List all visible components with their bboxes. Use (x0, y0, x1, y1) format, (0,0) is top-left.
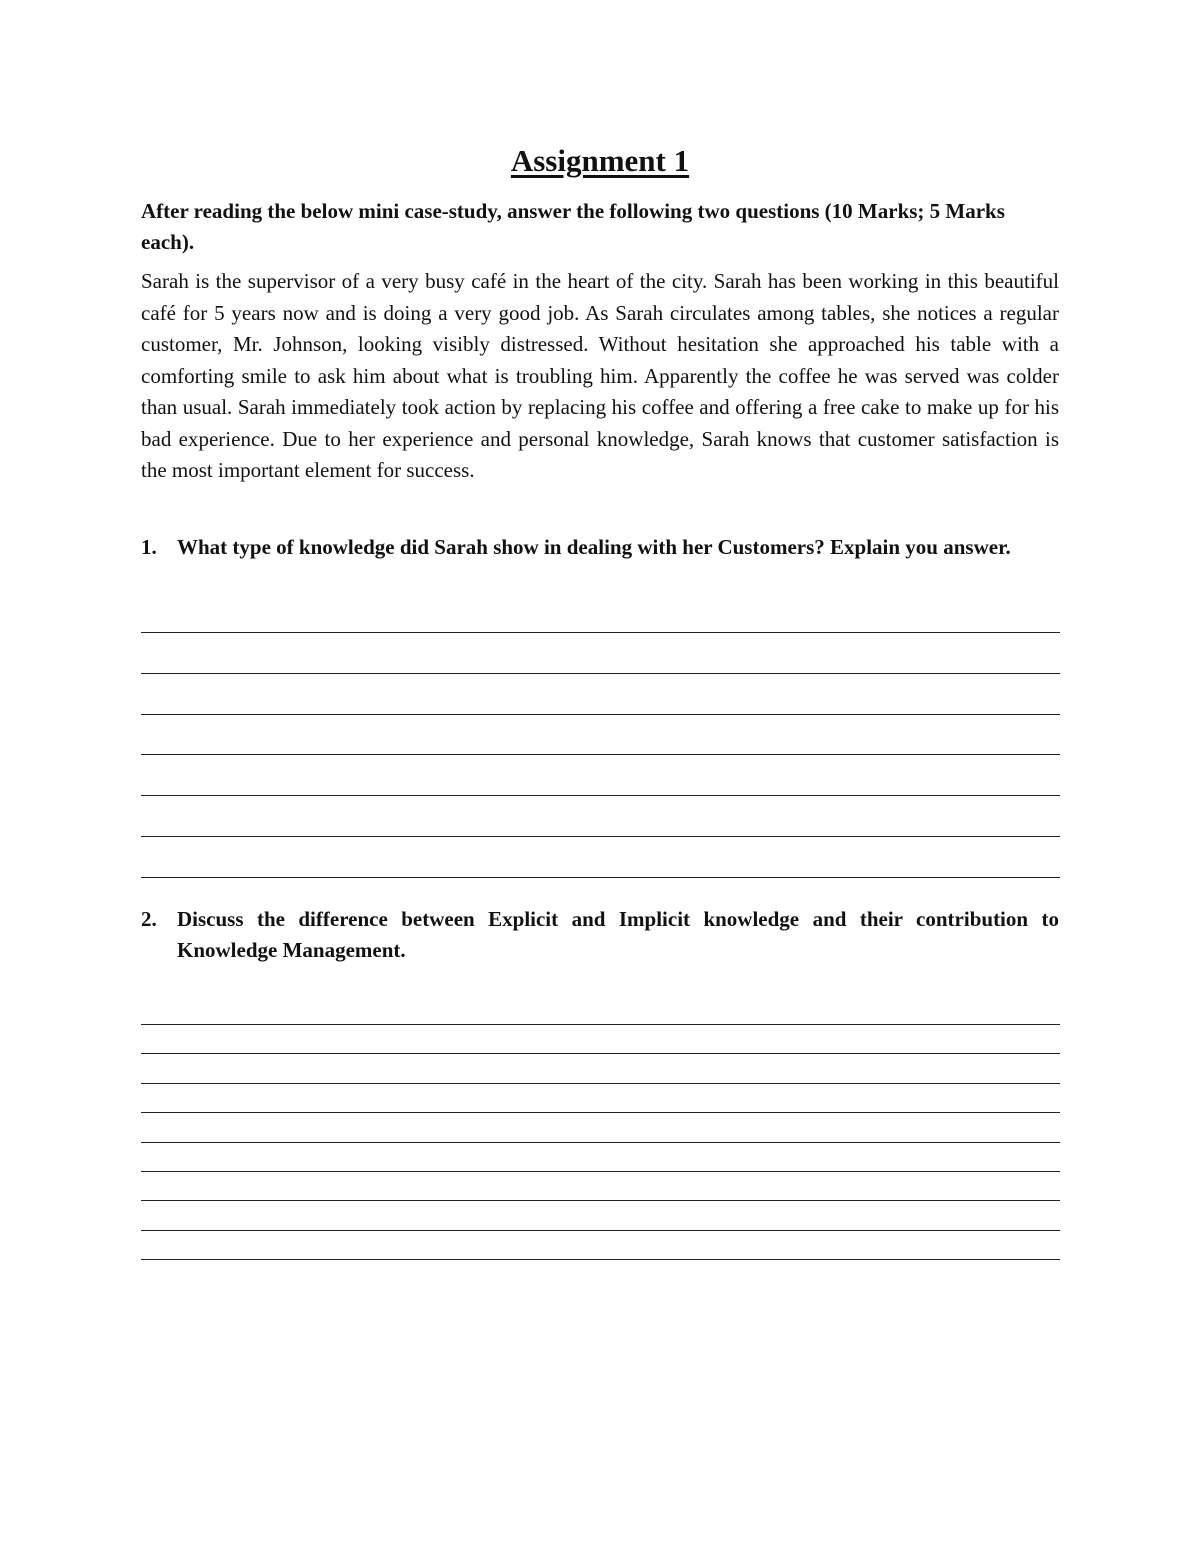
case-study-passage: Sarah is the supervisor of a very busy café in the heart of the city. Sarah has been working in this beautiful café for 5 years now and is doing a very good job. As Sarah circulates among tables, she notices a regular customer, Mr. Johnson, looking visibly distressed. Without hesitation she approached his table with a comforting smile to ask him about what is troubling him. Apparently the coffee he was served was colder than usual. Sarah immediately took action by replacing his coffee and offering a free cake to make up for his bad experience. Due to her experience and personal knowledge, Sarah knows that customer satisfaction is the most important element for success. (141, 269, 1059, 482)
answer-line[interactable] (141, 836, 1060, 837)
answer-line[interactable] (141, 1230, 1060, 1231)
answer-line[interactable] (141, 1083, 1060, 1084)
instructions-text: After reading the below mini case-study, answer the following two questions (10 Marks; 5 Marks each). (141, 199, 1005, 254)
question-2-text: Discuss the difference between Explicit and Implicit knowledge and their contribution to Knowledge Management. (177, 907, 1059, 962)
question-1-text: What type of knowledge did Sarah show in dealing with her Customers? Explain you answer. (177, 535, 1011, 559)
question-1-number: 1. (141, 535, 157, 559)
answer-line[interactable] (141, 795, 1060, 796)
question-2-number: 2. (141, 907, 157, 931)
answer-line[interactable] (141, 1200, 1060, 1201)
answer-line[interactable] (141, 1171, 1060, 1172)
question-1 (141, 532, 1059, 563)
answer-line[interactable] (141, 1112, 1060, 1113)
answer-line[interactable] (141, 1053, 1060, 1054)
answer-line[interactable] (141, 632, 1060, 633)
answer-line[interactable] (141, 1024, 1060, 1025)
question-2 (141, 904, 1059, 966)
answer-line[interactable] (141, 714, 1060, 715)
answer-line[interactable] (141, 1259, 1060, 1260)
assignment-title: Assignment 1 (510, 143, 690, 178)
answer-line[interactable] (141, 1142, 1060, 1143)
answer-line[interactable] (141, 877, 1060, 878)
answer-line[interactable] (141, 754, 1060, 755)
answer-line[interactable] (141, 673, 1060, 674)
